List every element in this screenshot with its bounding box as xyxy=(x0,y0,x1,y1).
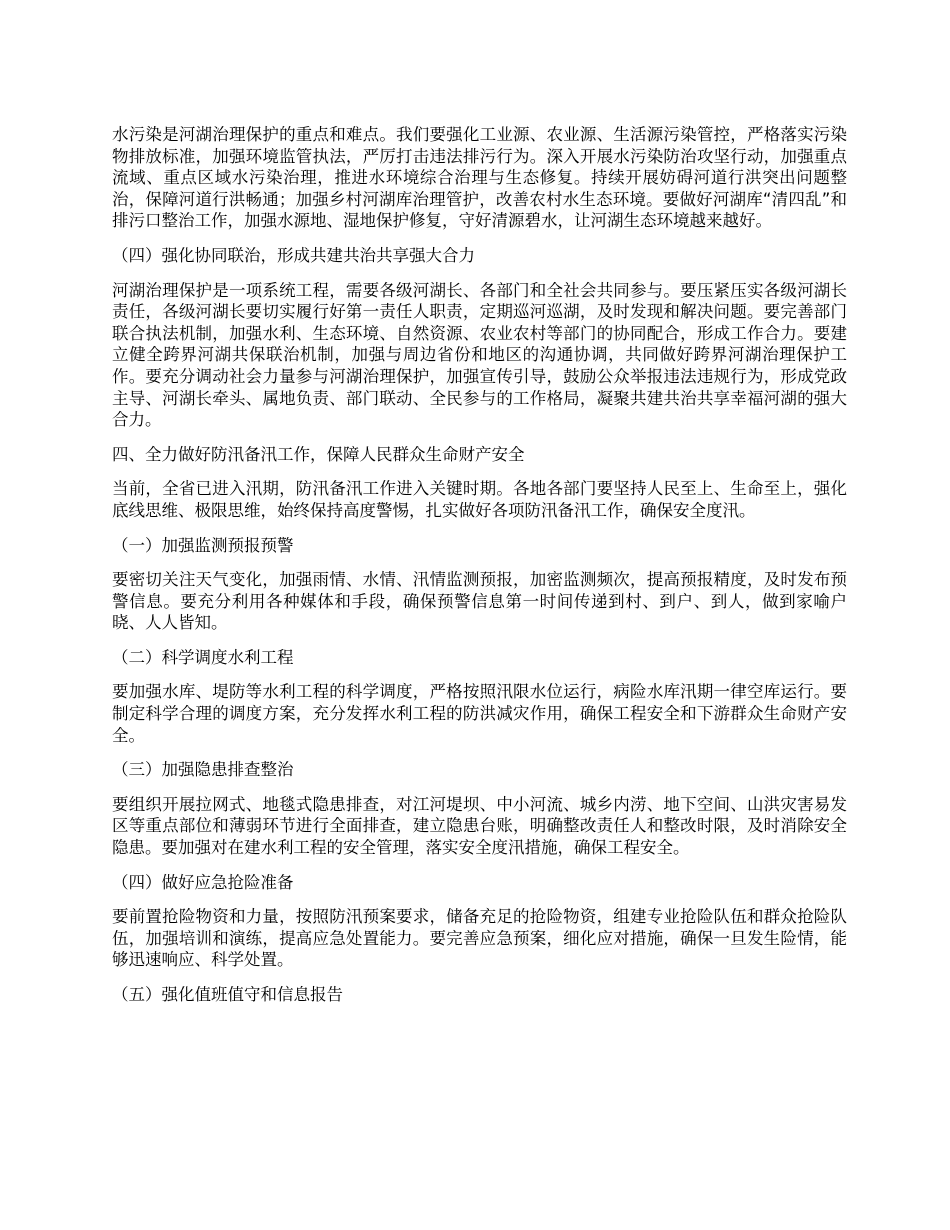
heading-section-4-collaboration: （四）强化协同联治，形成共建共治共享强大合力 xyxy=(112,245,475,265)
paragraph-hazard-inspection: 要组织开展拉网式、地毯式隐患排查，对江河堤坝、中小河流、城乡内涝、地下空间、山洪灾害易发区等重点部位和薄弱环节进行全面排查，建立隐患台账，明确整改责任人和整改时限，及时消除安全隐患。要加强对在建水利工程的安全管理，落实安全度汛措施，确保工程安全。 xyxy=(112,794,847,858)
paragraph-water-pollution: 水污染是河湖治理保护的重点和难点。我们要强化工业源、农业源、生活源污染管控，严格落实污染物排放标准，加强环境监管执法，严厉打击违法排污行为。深入开展水污染防治攻坚行动，加强重点流域、重点区域水污染治理，推进水环境综合治理与生态修复。持续开展妨碍河道行洪突出问题整治，保障河道行洪畅通；加强乡村河湖库治理管护，改善农村水生态环境。要做好河湖库“清四乱”和排污口整治工作，加强水源地、湿地保护修复，守好清源碧水，让河湖生态环境越来越好。 xyxy=(112,125,847,231)
paragraph-collaboration: 河湖治理保护是一项系统工程，需要各级河湖长、各部门和全社会共同参与。要压紧压实各级河湖长责任，各级河湖长要切实履行好第一责任人职责，定期巡河巡湖，及时发现和解决问题。要完善部门联合执法机制，加强水利、生态环境、自然资源、农业农村等部门的协同配合，形成工作合力。要建立健全跨界河湖共保联治机制，加强与周边省份和地区的沟通协调，共同做好跨界河湖治理保护工作。要充分调动社会力量参与河湖治理保护，加强宣传引导，鼓励公众举报违法违规行为，形成党政主导、河湖长牵头、属地负责、部门联动、全民参与的工作格局，凝聚共建共治共享幸福河湖的强大合力。 xyxy=(112,280,847,430)
paragraph-monitoring-warning: 要密切关注天气变化，加强雨情、水情、汛情监测预报，加密监测频次，提高预报精度，及时发布预警信息。要充分利用各种媒体和手段，确保预警信息第一时间传递到村、到户、到人，做到家喻户晓、人人皆知。 xyxy=(112,570,847,633)
paragraph-flood-season: 当前，全省已进入汛期，防汛备汛工作进入关键时期。各地各部门要坚持人民至上、生命至上，强化底线思维、极限思维，始终保持高度警惕，扎实做好各项防汛备汛工作，确保安全度汛。 xyxy=(112,479,847,520)
heading-hazard-inspection: （三）加强隐患排查整治 xyxy=(112,760,294,780)
paragraph-engineering-dispatch: 要加强水库、堤防等水利工程的科学调度，严格按照汛限水位运行，病险水库汛期一律空库运行。要制定科学合理的调度方案，充分发挥水利工程的防洪减灾作用，确保工程安全和下游群众生命财产安全。 xyxy=(112,682,847,745)
document-page xyxy=(112,124,847,1019)
heading-engineering-dispatch: （二）科学调度水利工程 xyxy=(112,647,294,667)
heading-emergency-preparation: （四）做好应急抢险准备 xyxy=(112,872,294,892)
heading-duty-reporting: （五）强化值班值守和信息报告 xyxy=(112,985,343,1004)
heading-monitoring-warning: （一）加强监测预报预警 xyxy=(112,535,294,555)
heading-part-4-flood-prevention: 四、全力做好防汛备汛工作，保障人民群众生命财产安全 xyxy=(112,444,525,464)
paragraph-emergency-preparation: 要前置抢险物资和力量，按照防汛预案要求，储备充足的抢险物资，组建专业抢险队伍和群众抢险队伍，加强培训和演练，提高应急处置能力。要完善应急预案，细化应对措施，确保一旦发生险情，能够迅速响应、科学处置。 xyxy=(112,907,847,970)
